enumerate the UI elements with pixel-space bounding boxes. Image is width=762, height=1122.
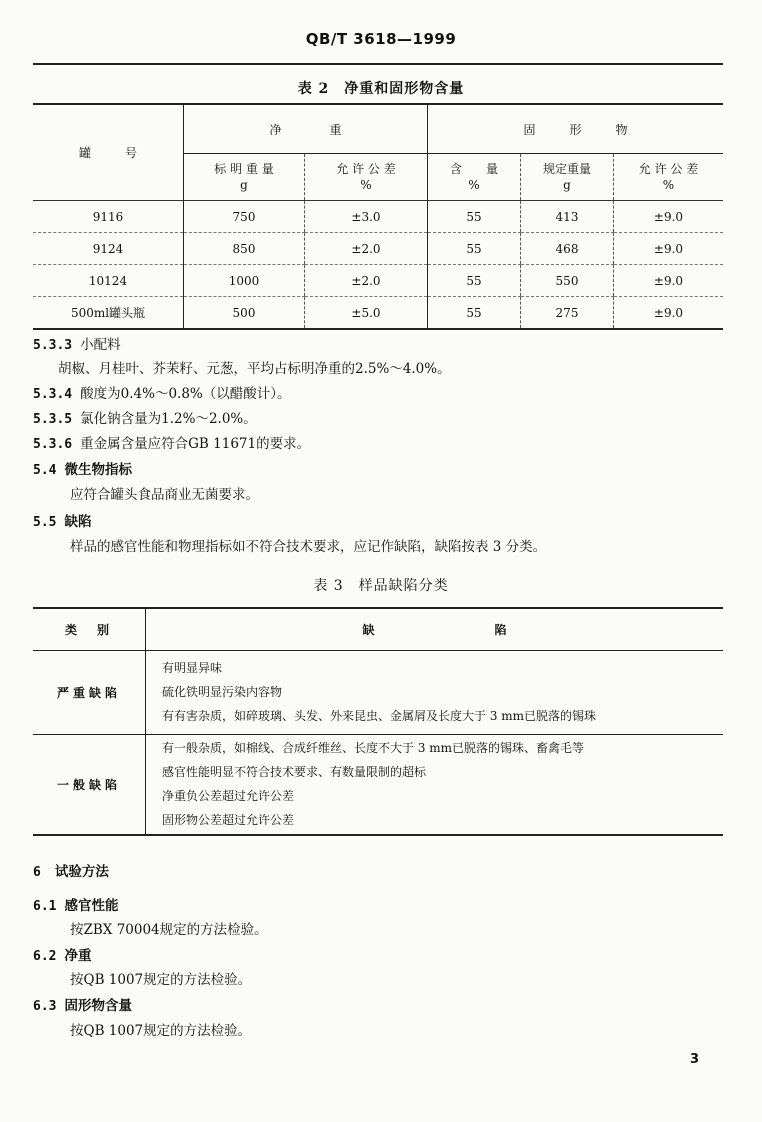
list-item: 硫化铁明显污染内容物 [162,685,283,699]
section-6-1-text: 按ZBX 70004规定的方法检验。 [70,922,268,938]
table2-net-weight-solids [33,103,723,330]
list-item: 感官性能明显不符合技术要求、有数量限制的超标 [162,765,427,780]
general-defect-items [146,734,724,835]
header-rule [33,63,723,65]
sub-tolerance: 允 许 公 差 % [305,154,428,201]
section-6-3-text: 按QB 1007规定的方法检验。 [70,1023,252,1039]
section-5-3-6: 5.3.6 重金属含量应符合GB 11671的要求。 [33,436,311,452]
table-row: 10124 1000 ±2.0 55 550 ±9.0 [33,265,723,297]
section-5-3-3-text: 胡椒、月桂叶、芥茉籽、元葱，平均占标明净重的2.5%～4.0%。 [58,361,451,377]
table3-defect-classification [33,607,723,836]
section-6-3-heading: 6.3 固形物含量 [33,998,132,1014]
page-header: QB/T 3618—1999 [305,30,457,48]
section-6-2-text: 按QB 1007规定的方法检验。 [70,972,252,988]
list-item: 有一般杂质，如棉线、合成纤维丝、长度不大于 3 mm已脱落的锡珠、畜禽毛等 [162,741,585,756]
severe-defect-label: 严重缺陷 [33,650,146,734]
section-5-3-3-heading: 5.3.3 小配料 [33,337,121,353]
severe-defect-items [146,650,724,734]
sub-marked-weight: 标 明 重 量 g [184,154,305,201]
list-item: 净重负公差超过允许公差 [162,789,295,804]
sub-specified-weight: 规定重量 g [521,154,614,201]
col-solids: 固形物 [428,104,724,154]
table-row: 9116 750 ±3.0 55 413 ±9.0 [33,201,723,233]
col-net-weight: 净重 [184,104,428,154]
section-5-4-text: 应符合罐头食品商业无菌要求。 [70,487,259,503]
section-6-heading: 6 试验方法 [33,864,109,880]
table-row: 9124 850 ±2.0 55 468 ±9.0 [33,233,723,265]
col-can-number: 罐号 [33,104,184,201]
table3-caption: 表 3 样品缺陷分类 [313,578,449,594]
sub-tolerance-solids: 允 许 公 差 % [614,154,724,201]
section-5-4-heading: 5.4 微生物指标 [33,462,132,478]
section-5-5-heading: 5.5 缺陷 [33,514,92,530]
list-item: 固形物公差超过允许公差 [162,813,295,828]
list-item: 有明显异味 [162,661,223,675]
section-6-1-heading: 6.1 感官性能 [33,898,119,914]
section-5-5-text: 样品的感官性能和物理指标如不符合技术要求，应记作缺陷，缺陷按表 3 分类。 [70,539,547,555]
sub-content: 含 量 % [428,154,521,201]
col-defect: 缺 陷 [146,608,724,650]
page-number: 3 [690,1052,700,1067]
table-row: 500ml罐头瓶 500 ±5.0 55 275 ±9.0 [33,297,723,330]
section-5-3-5: 5.3.5 氯化钠含量为1.2%～2.0%。 [33,411,257,427]
general-defect-label: 一般缺陷 [33,734,146,835]
col-category: 类 别 [33,608,146,650]
section-5-3-4: 5.3.4 酸度为0.4%～0.8%（以醋酸计）。 [33,386,291,402]
list-item: 有有害杂质，如碎玻璃、头发、外来昆虫、金属屑及长度大于 3 mm已脱落的锡珠 [162,709,597,723]
section-6-2-heading: 6.2 净重 [33,948,92,964]
table2-caption: 表 2 净重和固形物含量 [297,81,465,97]
